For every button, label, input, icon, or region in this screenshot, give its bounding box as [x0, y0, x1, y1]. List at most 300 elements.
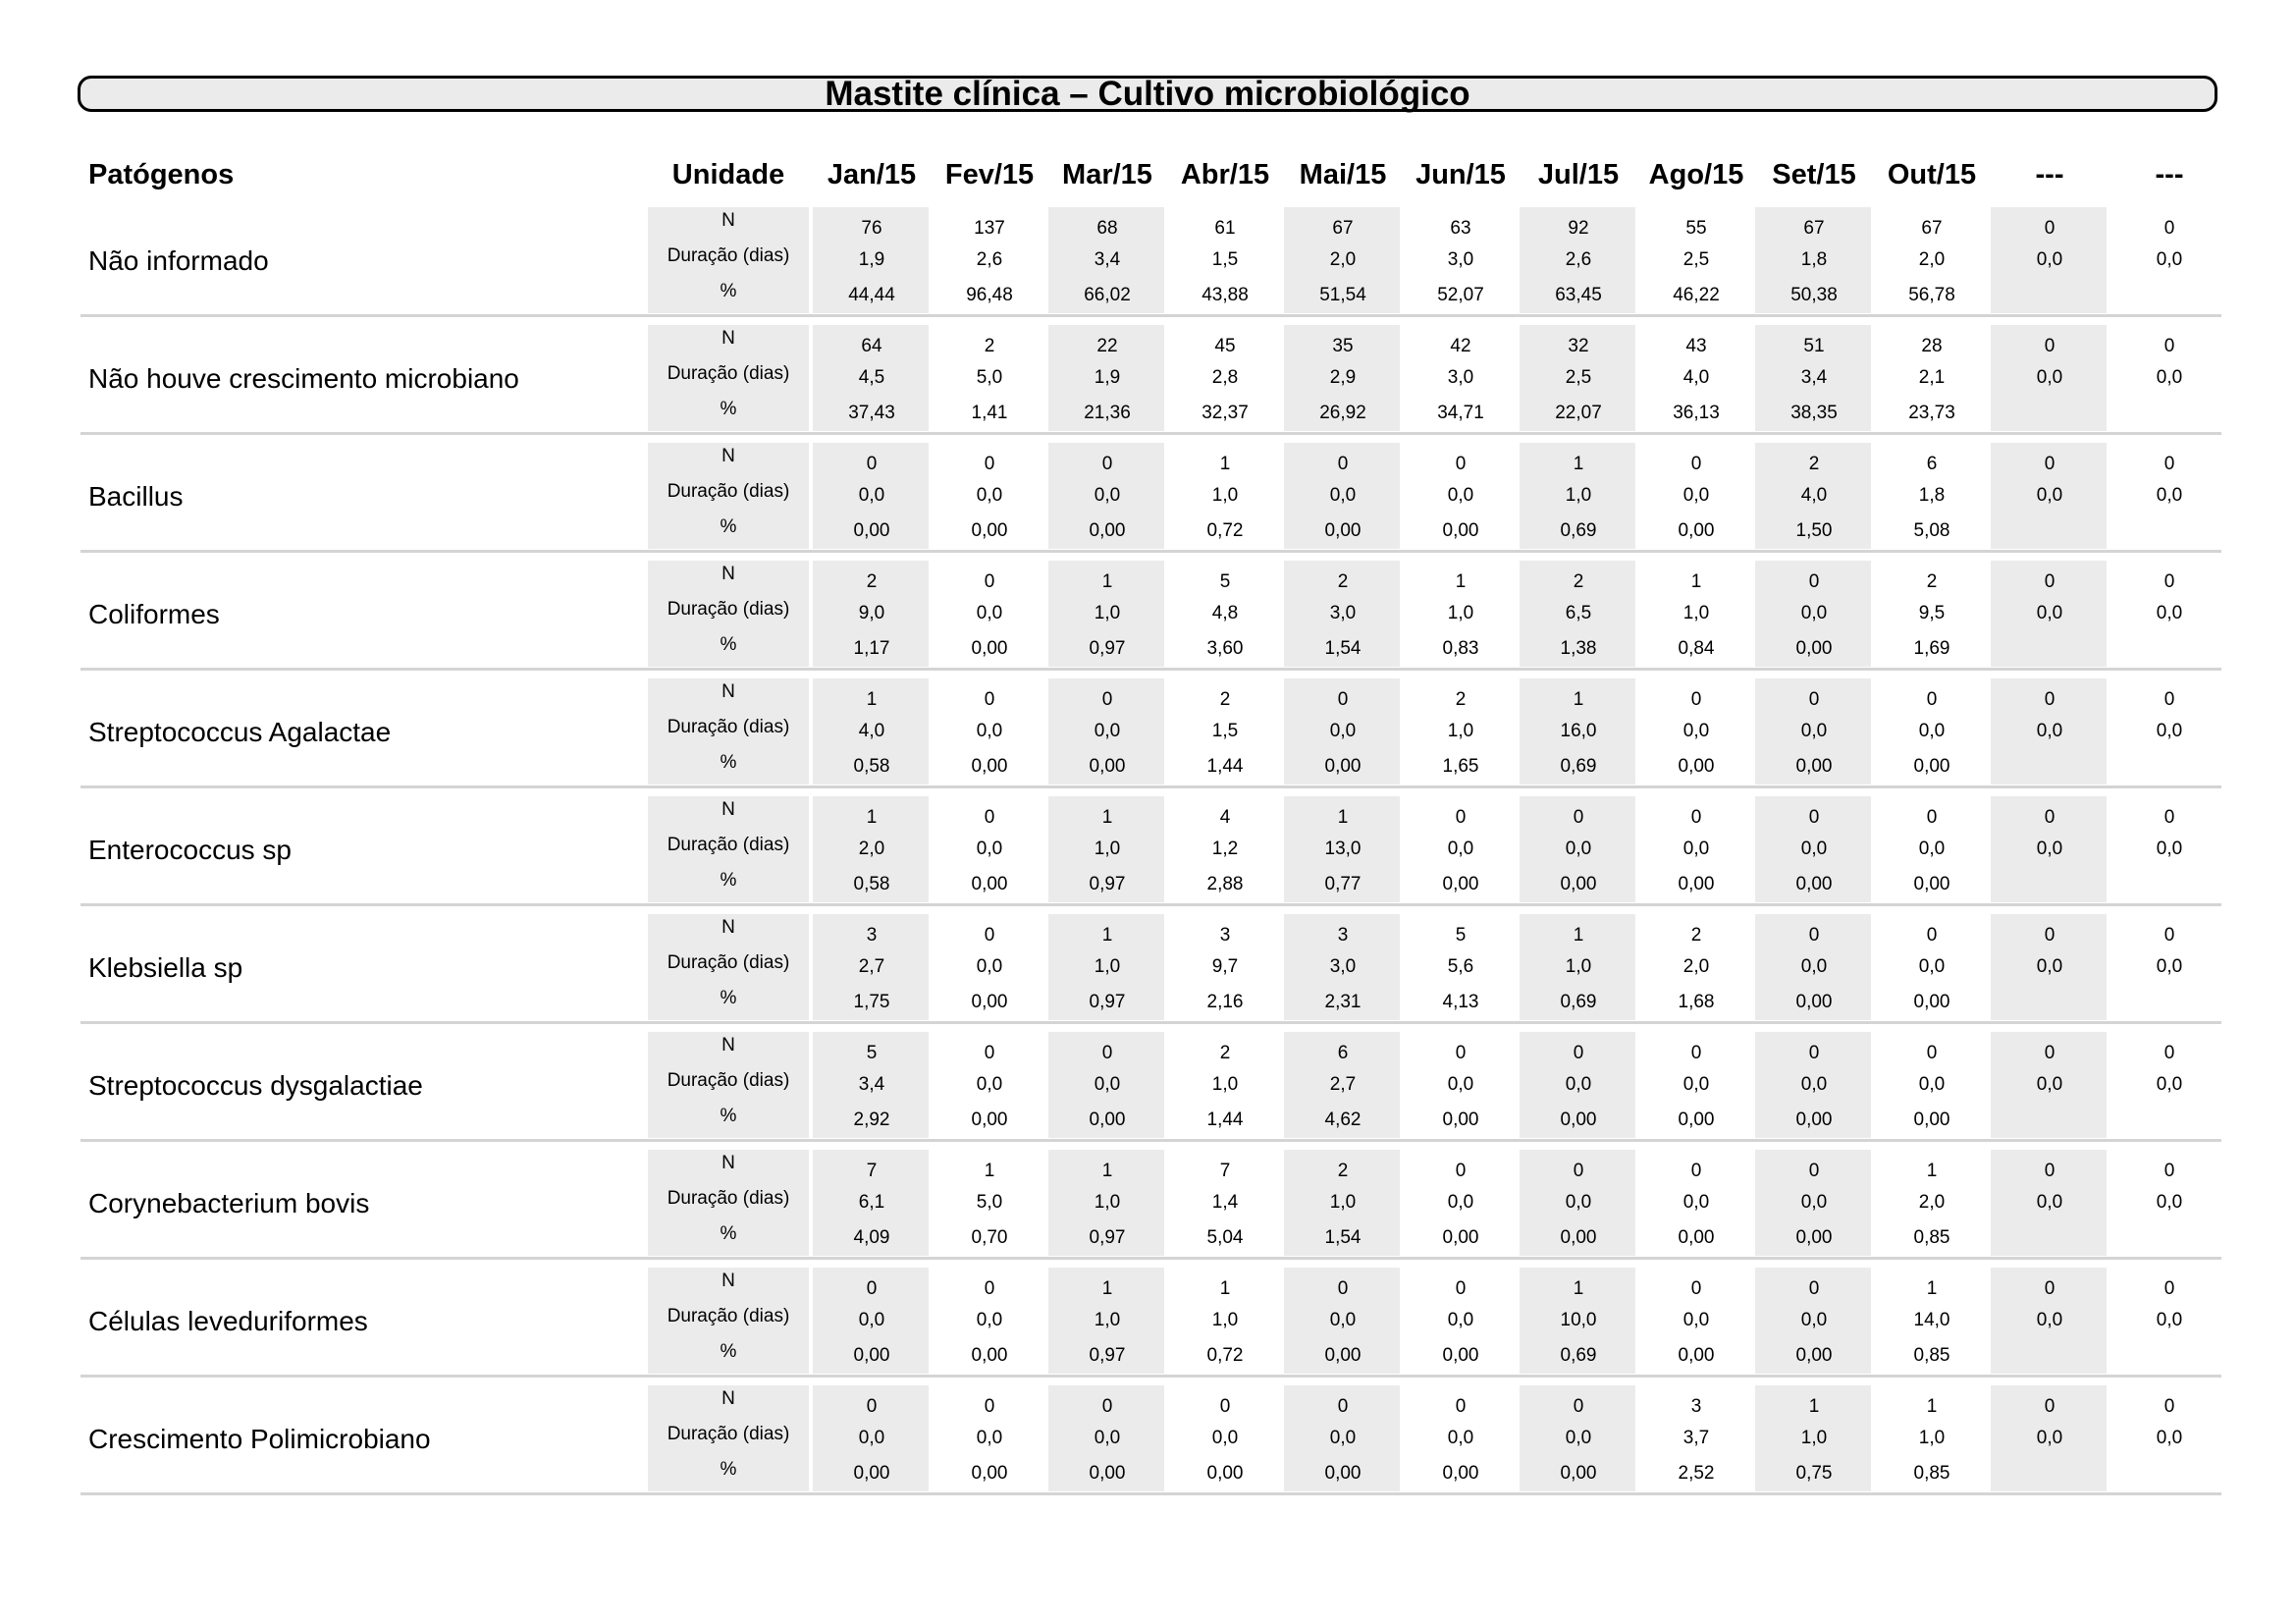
cell-pct: 0,77: [1324, 874, 1362, 894]
cell-n: 1: [1455, 571, 1467, 592]
cell-n: 1: [1101, 925, 1113, 946]
cell-pct: 0,00: [1442, 520, 1479, 541]
row-divider: [80, 1492, 2221, 1495]
cell-pct: 0,00: [1678, 520, 1715, 541]
cell-n: 67: [1803, 218, 1825, 239]
cell-n: 0: [1337, 454, 1349, 474]
cell-n: 0: [2044, 1161, 2056, 1181]
cell-dur: 10,0: [1560, 1310, 1597, 1330]
cell-n: 1: [984, 1161, 995, 1181]
cell-pct: 0,69: [1560, 1345, 1597, 1366]
cell-dur: 1,0: [1094, 1310, 1121, 1330]
cell-n: 1: [1573, 925, 1584, 946]
header-month-mai: Mai/15: [1299, 159, 1387, 190]
cell-n: 0: [2163, 336, 2175, 356]
cell-n: 35: [1332, 336, 1354, 356]
cell-dur: 1,0: [1565, 485, 1592, 506]
unit-label: %: [720, 399, 737, 419]
header-month-blank-2: ---: [2155, 159, 2184, 190]
cell-pct: 1,44: [1206, 1109, 1244, 1130]
cell-dur: 5,0: [976, 367, 1003, 388]
cell-pct: 0,00: [1089, 756, 1126, 777]
cell-n: 0: [1455, 1043, 1467, 1063]
cell-dur: 0,0: [2036, 1192, 2063, 1213]
cell-n: 22: [1096, 336, 1118, 356]
cell-n: 0: [984, 1043, 995, 1063]
cell-pct: 1,54: [1324, 638, 1362, 659]
cell-pct: 0,00: [971, 1345, 1008, 1366]
cell-dur: 0,0: [2036, 1428, 2063, 1448]
cell-dur: 1,9: [1094, 367, 1121, 388]
pathogen-name: Bacillus: [88, 481, 184, 512]
pathogen-row: [80, 671, 2221, 788]
cell-n: 0: [2044, 1043, 2056, 1063]
pathogen-row: [80, 1260, 2221, 1378]
cell-n: 1: [1101, 1278, 1113, 1299]
cell-dur: 0,0: [2156, 485, 2183, 506]
cell-dur: 0,0: [858, 485, 885, 506]
unit-label: %: [720, 870, 737, 891]
cell-n: 0: [1808, 1161, 1820, 1181]
cell-dur: 9,0: [858, 603, 885, 623]
cell-n: 2: [1926, 571, 1938, 592]
header-month-jul: Jul/15: [1537, 159, 1620, 190]
cell-n: 7: [866, 1161, 878, 1181]
cell-n: 0: [2163, 1278, 2175, 1299]
cell-dur: 1,0: [1094, 603, 1121, 623]
cell-dur: 0,0: [858, 1310, 885, 1330]
cell-pct: 51,54: [1319, 285, 1366, 305]
cell-dur: 0,0: [2156, 249, 2183, 270]
cell-pct: 4,13: [1442, 992, 1479, 1012]
cell-n: 0: [2163, 1043, 2175, 1063]
cell-n: 0: [984, 689, 995, 710]
cell-n: 0: [1808, 689, 1820, 710]
cell-pct: 0,85: [1913, 1227, 1950, 1248]
cell-dur: 1,8: [1800, 249, 1828, 270]
cell-n: 0: [1690, 689, 1702, 710]
cell-n: 0: [1690, 454, 1702, 474]
cell-n: 0: [984, 571, 995, 592]
cell-dur: 0,0: [1682, 1310, 1710, 1330]
cell-pct: 0,69: [1560, 756, 1597, 777]
header-month-fev: Fev/15: [944, 159, 1035, 190]
cell-n: 0: [2163, 925, 2175, 946]
cell-dur: 0,0: [1447, 1192, 1474, 1213]
cell-n: 0: [2044, 807, 2056, 828]
cell-dur: 2,0: [1918, 1192, 1946, 1213]
cell-dur: 0,0: [2036, 249, 2063, 270]
cell-pct: 0,00: [971, 756, 1008, 777]
cell-dur: 3,0: [1329, 956, 1357, 977]
cell-pct: 1,44: [1206, 756, 1244, 777]
cell-n: 2: [1219, 1043, 1231, 1063]
cell-dur: 0,0: [1800, 956, 1828, 977]
pathogen-row: [80, 1378, 2221, 1495]
unit-label: %: [720, 516, 737, 537]
unit-label: Duração (dias): [667, 1188, 790, 1209]
cell-pct: 0,00: [1324, 1345, 1362, 1366]
cell-n: 76: [861, 218, 882, 239]
cell-pct: 0,00: [1795, 1227, 1833, 1248]
cell-n: 55: [1685, 218, 1707, 239]
cell-dur: 1,5: [1211, 721, 1239, 741]
cell-pct: 0,97: [1089, 1227, 1126, 1248]
cell-dur: 0,0: [1094, 485, 1121, 506]
cell-dur: 3,4: [1094, 249, 1121, 270]
cell-dur: 6,5: [1565, 603, 1592, 623]
cell-n: 2: [1337, 1161, 1349, 1181]
cell-n: 5: [1455, 925, 1467, 946]
cell-pct: 0,00: [971, 638, 1008, 659]
cell-n: 0: [1455, 454, 1467, 474]
cell-n: 0: [984, 1396, 995, 1417]
cell-n: 1: [1573, 454, 1584, 474]
cell-pct: 1,75: [853, 992, 890, 1012]
cell-dur: 3,0: [1447, 249, 1474, 270]
cell-n: 0: [984, 807, 995, 828]
unit-label: N: [721, 799, 735, 820]
cell-dur: 4,8: [1211, 603, 1239, 623]
cell-n: 42: [1450, 336, 1471, 356]
cell-dur: 3,7: [1682, 1428, 1710, 1448]
cell-pct: 1,68: [1678, 992, 1715, 1012]
cell-dur: 3,4: [1800, 367, 1828, 388]
cell-n: 2: [1455, 689, 1467, 710]
header-month-ago: Ago/15: [1648, 159, 1744, 190]
cell-pct: 0,97: [1089, 874, 1126, 894]
cell-n: 1: [1926, 1396, 1938, 1417]
cell-n: 1: [866, 807, 878, 828]
cell-dur: 2,8: [1211, 367, 1239, 388]
cell-n: 2: [866, 571, 878, 592]
cell-n: 0: [2044, 1278, 2056, 1299]
cell-dur: 0,0: [1329, 721, 1357, 741]
cell-dur: 3,4: [858, 1074, 885, 1095]
cell-n: 7: [1219, 1161, 1231, 1181]
cell-dur: 2,0: [1682, 956, 1710, 977]
cell-n: 1: [1690, 571, 1702, 592]
cell-pct: 0,00: [1795, 638, 1833, 659]
cell-pct: 2,16: [1206, 992, 1244, 1012]
cell-n: 0: [1573, 1396, 1584, 1417]
cell-pct: 43,88: [1201, 285, 1249, 305]
cell-n: 1: [1101, 1161, 1113, 1181]
cell-n: 67: [1332, 218, 1354, 239]
cell-dur: 0,0: [2036, 839, 2063, 859]
cell-pct: 26,92: [1319, 403, 1366, 423]
cell-n: 0: [866, 1278, 878, 1299]
cell-pct: 23,73: [1908, 403, 1955, 423]
cell-dur: 0,0: [1682, 839, 1710, 859]
cell-dur: 0,0: [1682, 721, 1710, 741]
pathogen-row: [80, 788, 2221, 906]
cell-pct: 0,97: [1089, 992, 1126, 1012]
cell-pct: 2,92: [853, 1109, 890, 1130]
cell-dur: 2,6: [976, 249, 1003, 270]
cell-n: 0: [1573, 1161, 1584, 1181]
cell-pct: 1,50: [1795, 520, 1833, 541]
cell-pct: 0,00: [1913, 756, 1950, 777]
unit-label: Duração (dias): [667, 952, 790, 973]
cell-dur: 0,0: [1565, 839, 1592, 859]
cell-n: 1: [1573, 689, 1584, 710]
cell-pct: 5,08: [1913, 520, 1950, 541]
cell-n: 0: [1808, 925, 1820, 946]
pathogen-name: Streptococcus Agalactae: [88, 717, 392, 747]
cell-n: 0: [1926, 925, 1938, 946]
cell-n: 0: [1808, 571, 1820, 592]
pathogen-row: [80, 435, 2221, 553]
cell-n: 0: [1337, 1396, 1349, 1417]
cell-dur: 0,0: [1329, 485, 1357, 506]
cell-pct: 0,97: [1089, 1345, 1126, 1366]
cell-dur: 0,0: [1094, 721, 1121, 741]
pathogen-name: Não informado: [88, 245, 269, 276]
cell-pct: 0,75: [1795, 1463, 1833, 1484]
pathogen-name: Klebsiella sp: [88, 952, 243, 983]
cell-pct: 1,54: [1324, 1227, 1362, 1248]
cell-pct: 0,85: [1913, 1463, 1950, 1484]
cell-pct: 0,00: [1795, 1345, 1833, 1366]
cell-pct: 0,00: [853, 1463, 890, 1484]
unit-label: %: [720, 281, 737, 301]
cell-pct: 0,72: [1206, 1345, 1244, 1366]
cell-n: 1: [1337, 807, 1349, 828]
cell-dur: 5,0: [976, 1192, 1003, 1213]
report-title: Mastite clínica – Cultivo microbiológico: [78, 76, 2217, 112]
unit-label: Duração (dias): [667, 835, 790, 855]
cell-n: 61: [1214, 218, 1236, 239]
pathogen-name: Não houve crescimento microbiano: [88, 363, 519, 394]
cell-dur: 0,0: [976, 1310, 1003, 1330]
cell-pct: 32,37: [1201, 403, 1249, 423]
cell-n: 2: [1573, 571, 1584, 592]
cell-dur: 1,0: [1211, 1074, 1239, 1095]
cell-pct: 38,35: [1790, 403, 1838, 423]
cell-dur: 0,0: [976, 839, 1003, 859]
cell-dur: 2,5: [1682, 249, 1710, 270]
cell-dur: 0,0: [2156, 603, 2183, 623]
cell-pct: 0,00: [1324, 756, 1362, 777]
cell-dur: 0,0: [1094, 1428, 1121, 1448]
cell-n: 0: [1337, 1278, 1349, 1299]
pathogen-row: [80, 906, 2221, 1024]
cell-n: 0: [2044, 218, 2056, 239]
cell-dur: 0,0: [1211, 1428, 1239, 1448]
cell-n: 0: [1573, 1043, 1584, 1063]
cell-n: 2: [1337, 571, 1349, 592]
cell-dur: 5,6: [1447, 956, 1474, 977]
cell-n: 1: [1219, 1278, 1231, 1299]
cell-dur: 1,0: [1211, 485, 1239, 506]
cell-n: 0: [1926, 1043, 1938, 1063]
cell-pct: 4,09: [853, 1227, 890, 1248]
cell-pct: 0,00: [1560, 1463, 1597, 1484]
cell-dur: 3,0: [1447, 367, 1474, 388]
cell-pct: 34,71: [1437, 403, 1484, 423]
cell-n: 0: [1690, 1161, 1702, 1181]
cell-pct: 0,00: [1324, 1463, 1362, 1484]
pathogen-row: [80, 553, 2221, 671]
unit-label: N: [721, 681, 735, 702]
cell-dur: 0,0: [2156, 367, 2183, 388]
header-month-abr: Abr/15: [1180, 159, 1270, 190]
header-month-jun: Jun/15: [1415, 159, 1506, 190]
cell-pct: 5,04: [1206, 1227, 1244, 1248]
cell-pct: 0,85: [1913, 1345, 1950, 1366]
cell-dur: 0,0: [1565, 1192, 1592, 1213]
cell-n: 0: [984, 1278, 995, 1299]
cell-pct: 0,00: [1560, 1227, 1597, 1248]
cell-n: 63: [1450, 218, 1471, 239]
cell-dur: 0,0: [1918, 956, 1946, 977]
unit-label: %: [720, 1341, 737, 1362]
cell-pct: 0,00: [1678, 756, 1715, 777]
pathogen-row: [80, 1142, 2221, 1260]
cell-pct: 0,00: [1795, 756, 1833, 777]
cell-pct: 50,38: [1790, 285, 1838, 305]
cell-n: 0: [2163, 454, 2175, 474]
cell-dur: 0,0: [1800, 603, 1828, 623]
cell-pct: 0,83: [1442, 638, 1479, 659]
cell-dur: 0,0: [1800, 1192, 1828, 1213]
cell-pct: 0,00: [1678, 874, 1715, 894]
header-pathogens: Patógenos: [88, 159, 235, 190]
cell-n: 0: [1808, 1278, 1820, 1299]
cell-dur: 1,0: [1918, 1428, 1946, 1448]
cell-n: 0: [2044, 571, 2056, 592]
cell-dur: 0,0: [976, 603, 1003, 623]
cell-pct: 2,52: [1678, 1463, 1715, 1484]
cell-dur: 1,0: [1447, 721, 1474, 741]
unit-label: %: [720, 634, 737, 655]
cell-dur: 2,5: [1565, 367, 1592, 388]
cell-pct: 0,00: [1913, 1109, 1950, 1130]
cell-dur: 0,0: [1447, 839, 1474, 859]
header-month-mar: Mar/15: [1062, 159, 1152, 190]
cell-n: 0: [1219, 1396, 1231, 1417]
cell-n: 6: [1337, 1043, 1349, 1063]
cell-n: 2: [1808, 454, 1820, 474]
cell-n: 0: [2044, 925, 2056, 946]
cell-dur: 2,1: [1918, 367, 1946, 388]
unit-label: %: [720, 1223, 737, 1244]
cell-n: 0: [866, 1396, 878, 1417]
cell-dur: 1,0: [1682, 603, 1710, 623]
cell-n: 64: [861, 336, 882, 356]
cell-n: 1: [1573, 1278, 1584, 1299]
cell-pct: 21,36: [1084, 403, 1131, 423]
cell-pct: 0,00: [971, 874, 1008, 894]
cell-dur: 1,0: [1094, 839, 1121, 859]
header-month-blank-1: ---: [2035, 159, 2064, 190]
cell-dur: 0,0: [1094, 1074, 1121, 1095]
cell-dur: 0,0: [2156, 1428, 2183, 1448]
cell-pct: 22,07: [1555, 403, 1602, 423]
cell-n: 0: [2163, 571, 2175, 592]
cell-dur: 0,0: [2036, 603, 2063, 623]
unit-label: Duração (dias): [667, 481, 790, 502]
cell-n: 0: [1455, 1161, 1467, 1181]
cell-pct: 0,00: [1089, 1463, 1126, 1484]
cell-dur: 13,0: [1324, 839, 1362, 859]
cell-pct: 46,22: [1673, 285, 1720, 305]
cell-dur: 0,0: [976, 485, 1003, 506]
header-unit: Unidade: [671, 159, 785, 190]
cell-n: 67: [1921, 218, 1943, 239]
cell-n: 0: [1101, 689, 1113, 710]
pathogen-row: [80, 199, 2221, 317]
cell-dur: 9,5: [1918, 603, 1946, 623]
cell-dur: 0,0: [2036, 485, 2063, 506]
cell-pct: 0,00: [971, 1463, 1008, 1484]
cell-n: 2: [984, 336, 995, 356]
cell-n: 32: [1568, 336, 1589, 356]
cell-n: 0: [2044, 689, 2056, 710]
cell-pct: 44,44: [848, 285, 895, 305]
unit-label: N: [721, 564, 735, 584]
cell-pct: 0,58: [853, 874, 890, 894]
header-month-set: Set/15: [1772, 159, 1856, 190]
cell-dur: 1,0: [1565, 956, 1592, 977]
cell-n: 28: [1921, 336, 1943, 356]
cell-n: 0: [2163, 807, 2175, 828]
cell-n: 0: [1455, 1278, 1467, 1299]
cell-n: 1: [1101, 571, 1113, 592]
cell-n: 6: [1926, 454, 1938, 474]
cell-n: 0: [1455, 1396, 1467, 1417]
header-month-jan: Jan/15: [827, 159, 917, 190]
cell-pct: 0,00: [1678, 1345, 1715, 1366]
cell-n: 1: [1219, 454, 1231, 474]
pathogen-name: Coliformes: [88, 599, 220, 629]
cell-n: 2: [1219, 689, 1231, 710]
cell-n: 5: [866, 1043, 878, 1063]
cell-dur: 0,0: [2156, 839, 2183, 859]
unit-label: Duração (dias): [667, 1424, 790, 1444]
cell-n: 0: [2163, 689, 2175, 710]
cell-n: 4: [1219, 807, 1231, 828]
cell-dur: 0,0: [2036, 1074, 2063, 1095]
cell-dur: 2,6: [1565, 249, 1592, 270]
cell-dur: 9,7: [1211, 956, 1239, 977]
cell-dur: 4,0: [1800, 485, 1828, 506]
cell-n: 0: [2044, 336, 2056, 356]
cell-dur: 1,0: [1329, 1192, 1357, 1213]
unit-label: N: [721, 1271, 735, 1291]
cell-n: 0: [1101, 1396, 1113, 1417]
unit-label: Duração (dias): [667, 1306, 790, 1326]
cell-n: 2: [1690, 925, 1702, 946]
cell-n: 0: [984, 454, 995, 474]
cell-pct: 36,13: [1673, 403, 1720, 423]
cell-n: 0: [1101, 454, 1113, 474]
cell-dur: 0,0: [1800, 1310, 1828, 1330]
cell-pct: 0,00: [853, 1345, 890, 1366]
cell-pct: 0,00: [853, 520, 890, 541]
cell-pct: 0,97: [1089, 638, 1126, 659]
pathogen-name: Células leveduriformes: [88, 1306, 368, 1336]
cell-dur: 0,0: [1329, 1310, 1357, 1330]
cell-n: 0: [2044, 1396, 2056, 1417]
unit-label: Duração (dias): [667, 245, 790, 266]
cell-dur: 2,0: [1329, 249, 1357, 270]
cell-pct: 4,62: [1324, 1109, 1362, 1130]
cell-n: 0: [2163, 1396, 2175, 1417]
cell-pct: 37,43: [848, 403, 895, 423]
cell-pct: 0,69: [1560, 520, 1597, 541]
